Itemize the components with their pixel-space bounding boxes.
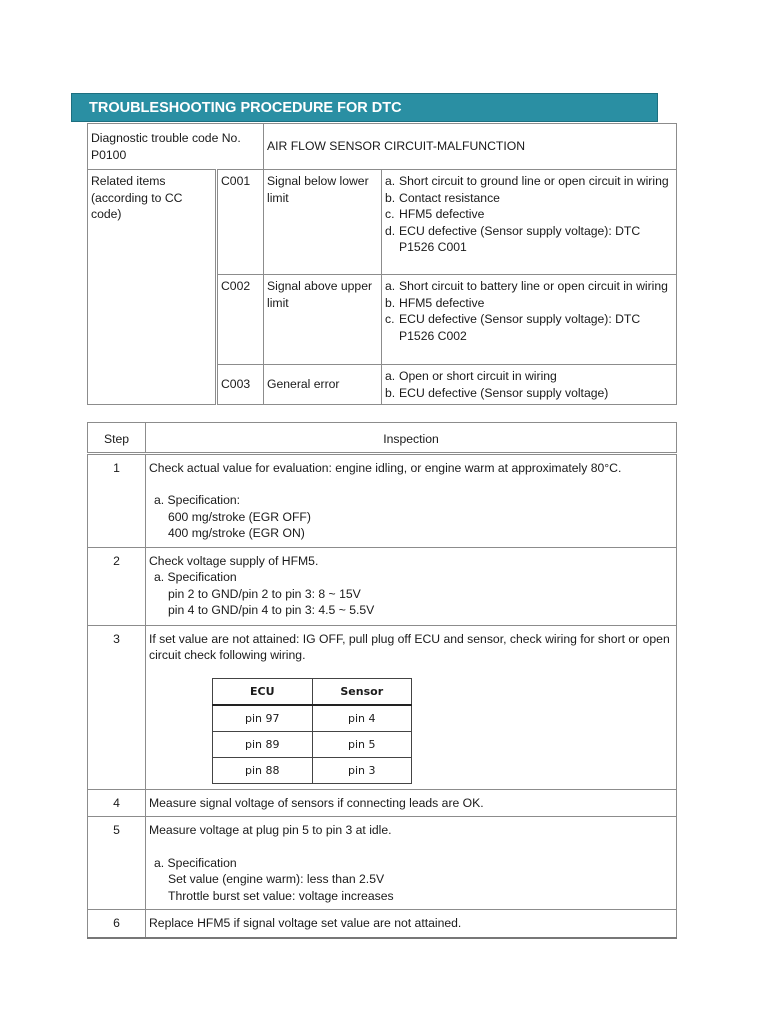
ecu-pin: pin 89 [213, 731, 313, 757]
cc-code: C001 [217, 170, 264, 275]
step-number: 2 [88, 547, 146, 625]
wiring-row [213, 731, 412, 757]
step-number: 4 [88, 789, 146, 817]
wiring-row [213, 705, 412, 732]
step-row [88, 625, 677, 789]
spec-line: 400 mg/stroke (EGR ON) [168, 526, 305, 540]
cause-item: b. ECU defective (Sensor supply voltage) [385, 385, 609, 400]
cc-description: Signal below lower limit [264, 170, 382, 275]
step-text: Measure voltage at plug pin 5 to pin 3 at idle. [149, 823, 392, 837]
step-text: Check actual value for evaluation: engine idling, or engine warm at approximately 80°C. [149, 460, 622, 475]
ecu-pin: pin 97 [213, 705, 313, 732]
cause-item: b. Contact resistance [385, 190, 500, 205]
section-title-bar [71, 93, 658, 122]
wiring-header-sensor: Sensor [312, 678, 412, 705]
wiring-table [212, 678, 412, 784]
dtc-code-description: AIR FLOW SENSOR CIRCUIT-MALFUNCTION [264, 124, 677, 170]
step-inspection [146, 625, 677, 789]
step-row [88, 547, 677, 625]
step-row [88, 910, 677, 938]
cc-code: C003 [217, 365, 264, 405]
step-text: If set value are not attained: IG OFF, pull plug off ECU and sensor, check wiring for short or open circuit check following wiring. [149, 631, 670, 662]
cause-item: c. HFM5 defective [385, 207, 485, 221]
step-row [88, 817, 677, 910]
wiring-header-row [213, 678, 412, 705]
step-number: 5 [88, 817, 146, 910]
inspection-column-header: Inspection [146, 423, 677, 454]
cause-item: b. HFM5 defective [385, 295, 485, 310]
step-inspection [146, 817, 677, 910]
step-inspection [146, 547, 677, 625]
cause-item: d. ECU defective (Sensor supply voltage): DTC P1526 C001 [385, 223, 641, 254]
specification-block [154, 855, 673, 905]
dtc-table [87, 123, 677, 405]
spec-line: pin 2 to GND/pin 2 to pin 3: 8 ~ 15V [168, 586, 361, 601]
step-column-header: Step [88, 423, 146, 454]
page-title: TROUBLESHOOTING PROCEDURE FOR DTC [89, 100, 402, 116]
step-row [88, 453, 677, 547]
wiring-row [213, 757, 412, 783]
cause-item: a. Short circuit to ground line or open circuit in wiring [385, 174, 669, 188]
dtc-item-row [88, 170, 677, 275]
cc-code: C002 [217, 275, 264, 365]
specification-block [154, 492, 673, 542]
step-number: 6 [88, 910, 146, 938]
spec-line: Throttle burst set value: voltage increases [168, 888, 394, 903]
spec-line: 600 mg/stroke (EGR OFF) [168, 509, 311, 524]
wiring-header-ecu: ECU [213, 678, 313, 705]
step-text: Measure signal voltage of sensors if connecting leads are OK. [146, 789, 677, 817]
cc-description: General error [264, 365, 382, 405]
related-items-label: Related items (according to CC code) [88, 170, 217, 405]
cc-causes [382, 365, 677, 405]
cause-item: c. ECU defective (Sensor supply voltage): DTC P1526 C002 [385, 312, 641, 343]
specification-block [154, 569, 673, 619]
spec-line: Set value (engine warm): less than 2.5V [168, 872, 385, 886]
cc-causes [382, 275, 677, 365]
dtc-code-label: Diagnostic trouble code No. P0100 [88, 124, 264, 170]
step-inspection [146, 453, 677, 547]
step-row [88, 789, 677, 817]
steps-header-row [88, 423, 677, 454]
spec-label: a. Specification: [154, 493, 241, 507]
ecu-pin: pin 88 [213, 757, 313, 783]
step-number: 3 [88, 625, 146, 789]
cc-causes [382, 170, 677, 275]
cause-item: a. Short circuit to battery line or open circuit in wiring [385, 279, 668, 293]
cause-item: a. Open or short circuit in wiring [385, 369, 557, 383]
step-text: Replace HFM5 if signal voltage set value are not attained. [146, 910, 677, 938]
inspection-steps-table [87, 422, 677, 939]
dtc-code-row [88, 124, 677, 170]
spec-label: a. Specification [154, 855, 237, 870]
cc-description: Signal above upper limit [264, 275, 382, 365]
spec-line: pin 4 to GND/pin 4 to pin 3: 4.5 ~ 5.5V [168, 603, 375, 617]
sensor-pin: pin 5 [312, 731, 412, 757]
step-text: Check voltage supply of HFM5. [149, 553, 319, 568]
sensor-pin: pin 3 [312, 757, 412, 783]
spec-label: a. Specification [154, 570, 237, 584]
step-number: 1 [88, 453, 146, 547]
sensor-pin: pin 4 [312, 705, 412, 732]
